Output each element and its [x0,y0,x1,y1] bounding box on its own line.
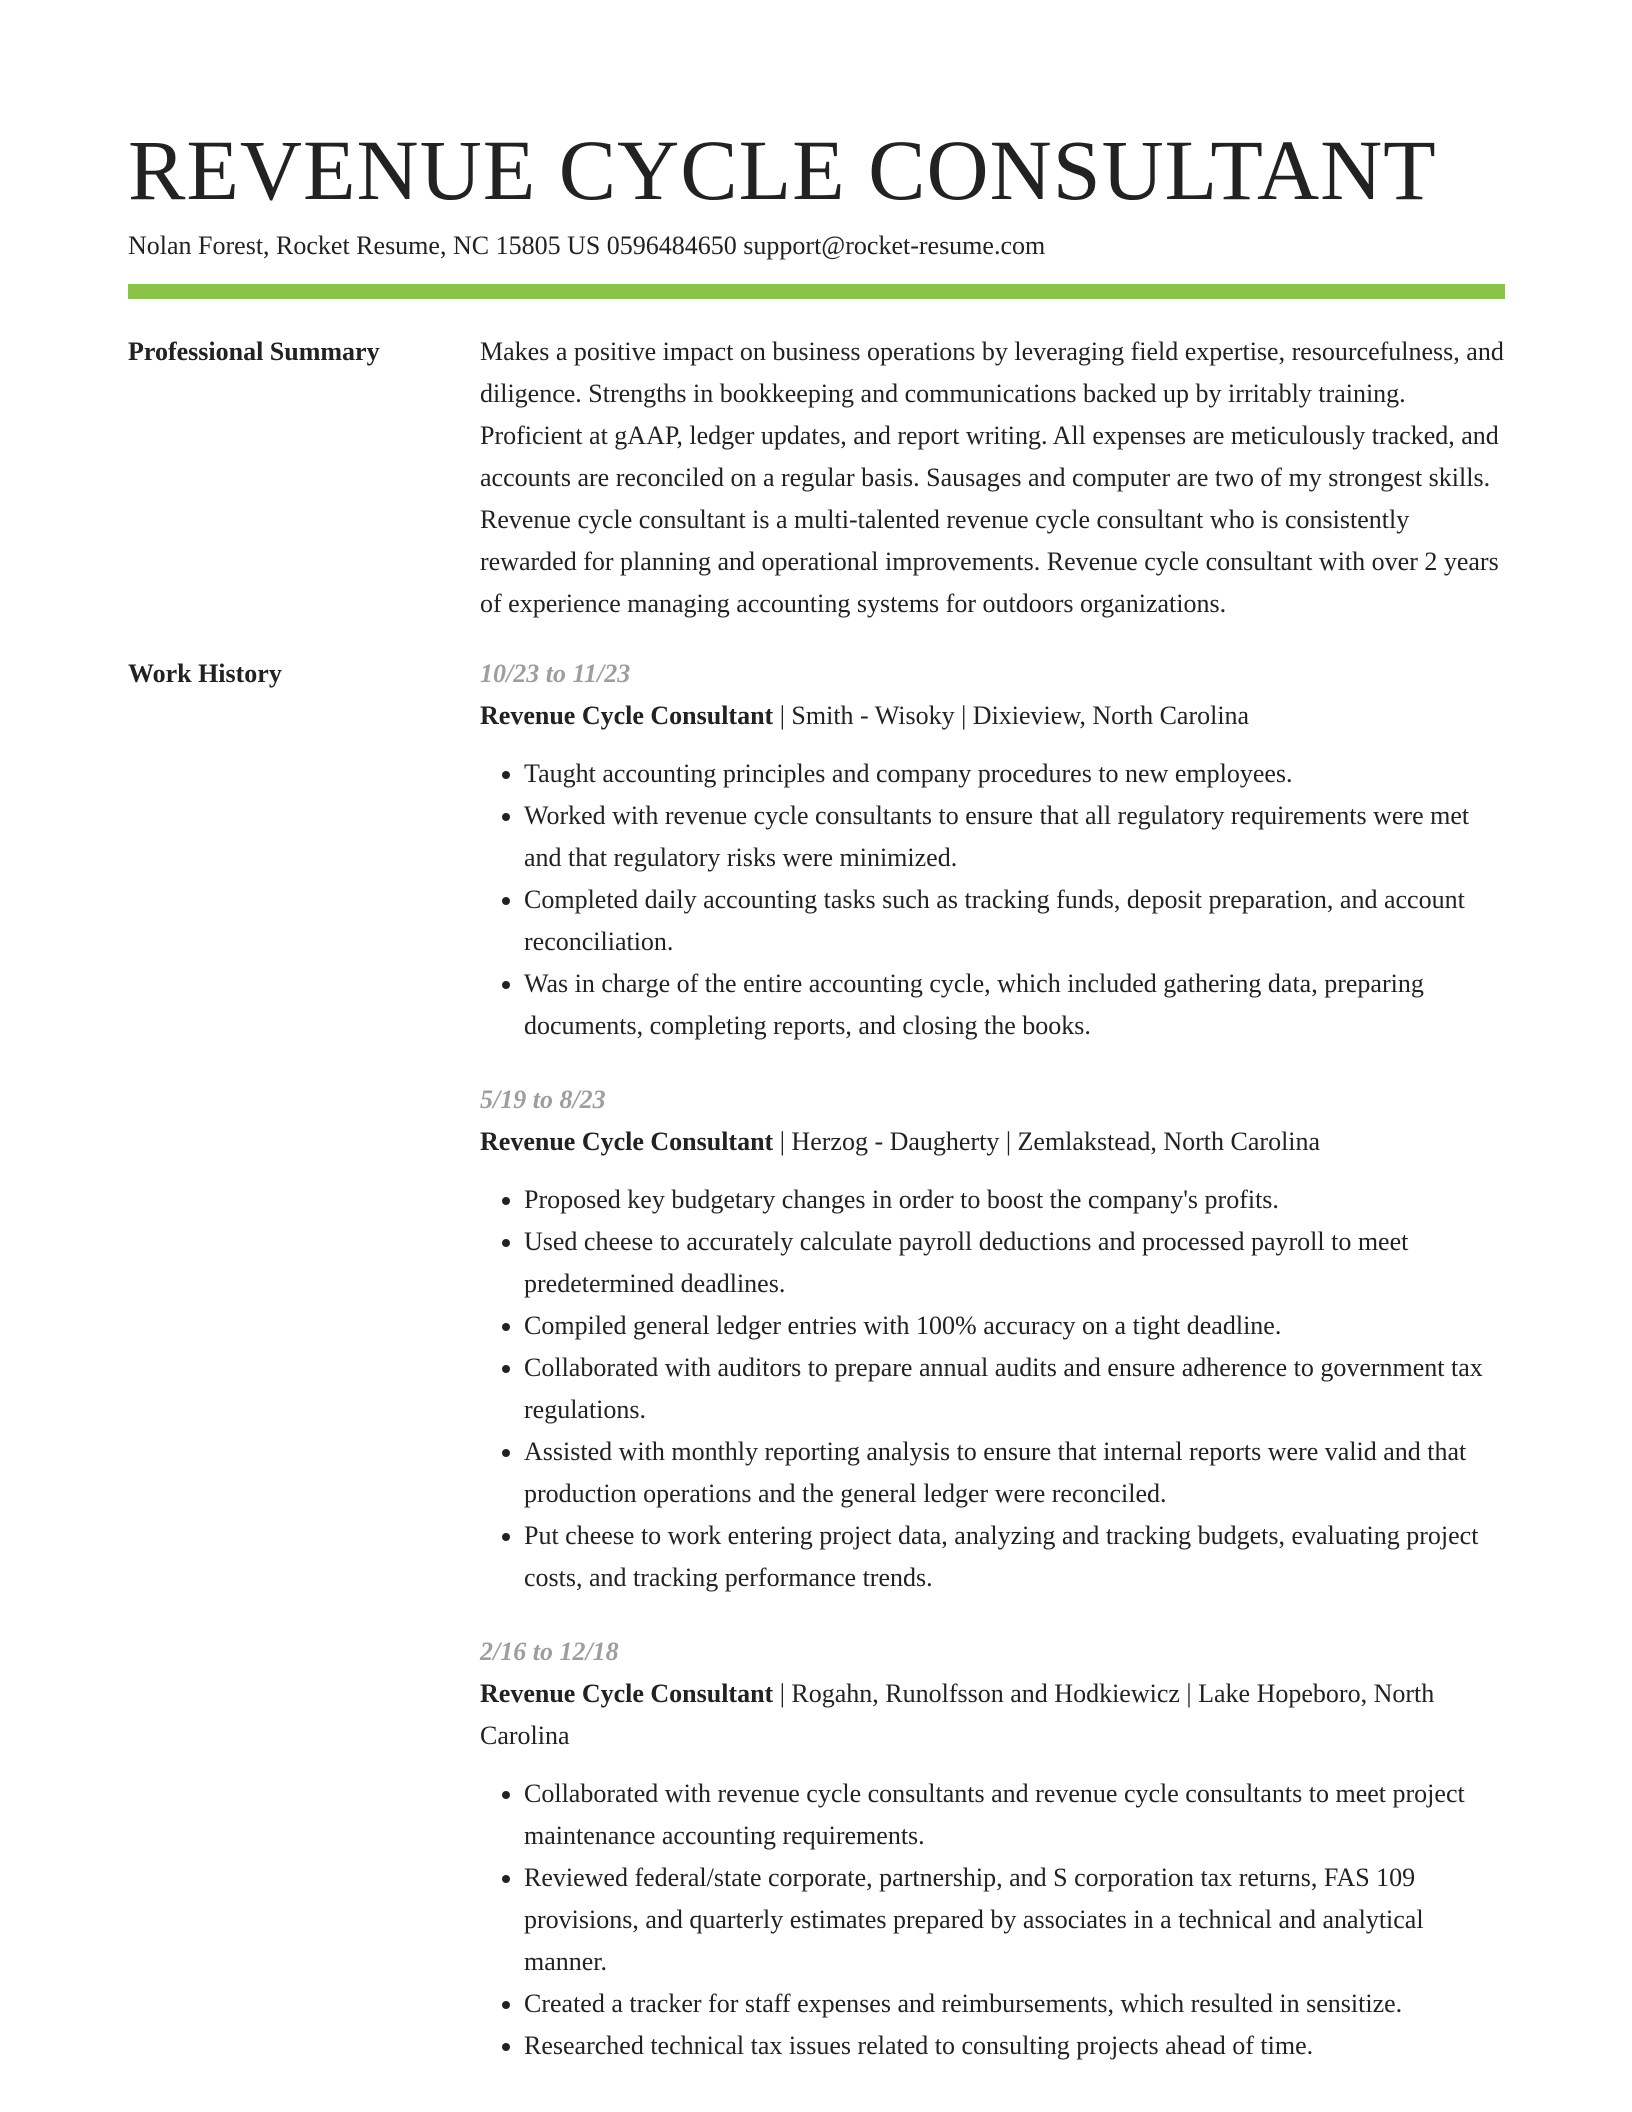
job-bullet: • Taught accounting principles and company procedures to new employees. [524,753,1505,795]
section-label-work-history: Work History [128,659,282,688]
professional-summary-section [128,331,1505,625]
job-heading [480,695,1505,737]
job-bullet: • Worked with revenue cycle consultants to ensure that all regulatory requirements were met and that regulatory risks were minimized. [524,795,1505,879]
job-entry [480,1631,1505,2067]
resume-page [128,120,1505,2099]
work-history-list [480,653,1505,2099]
job-bullet: • Collaborated with revenue cycle consultants and revenue cycle consultants to meet project maintenance accounting requirements. [524,1773,1505,1857]
job-entry [480,653,1505,1047]
job-bullet: • Was in charge of the entire accounting cycle, which included gathering data, preparing documents, completing reports, and closing the books. [524,963,1505,1047]
job-bullet: • Put cheese to work entering project data, analyzing and tracking budgets, evaluating project costs, and tracking performance trends. [524,1515,1505,1599]
job-title: Revenue Cycle Consultant [480,1127,774,1156]
summary-text: Makes a positive impact on business operations by leveraging field expertise, resourcefulness, and diligence. Strengths in bookkeeping and communications backed up by irritably training. Proficient at gAAP, ledger updates, and report writing. All expenses are meticulously tracked, and accounts are reconciled on a regular basis. Sausages and computer are two of my strongest skills. Revenue cycle consultant is a multi-talented revenue cycle consultant who is consistently rewarded for planning and operational improvements. Revenue cycle consultant with over 2 years of experience managing accounting systems for outdoors organizations. [480,337,1504,618]
job-heading [480,1121,1505,1163]
job-bullet: • Researched technical tax issues related to consulting projects ahead of time. [524,2025,1505,2067]
job-bullet: • Compiled general ledger entries with 100% accuracy on a tight deadline. [524,1305,1505,1347]
job-bullet: • Created a tracker for staff expenses and reimbursements, which resulted in sensitize. [524,1983,1505,2025]
job-entry [480,1079,1505,1599]
job-bullets [480,1773,1505,2067]
job-details: | Herzog - Daugherty | Zemlakstead, North Carolina [773,1127,1321,1156]
job-details: | Rogahn, Runolfsson and Hodkiewicz | Lake Hopeboro, North Carolina [480,1679,1435,1750]
job-bullet: • Used cheese to accurately calculate payroll deductions and processed payroll to meet predetermined deadlines. [524,1221,1505,1305]
job-bullets [480,1179,1505,1599]
job-heading [480,1673,1505,1757]
job-dates: 5/19 to 8/23 [480,1085,606,1114]
job-bullet: • Reviewed federal/state corporate, partnership, and S corporation tax returns, FAS 109 provisions, and quarterly estimates prepared by associates in a technical and analytical manner. [524,1857,1505,1983]
job-title: Revenue Cycle Consultant [480,701,774,730]
header-divider [128,284,1505,299]
job-dates: 10/23 to 11/23 [480,659,631,688]
job-title: Revenue Cycle Consultant [480,1679,774,1708]
job-bullet: • Proposed key budgetary changes in order to boost the company's profits. [524,1179,1505,1221]
job-bullets [480,753,1505,1047]
section-label-professional-summary: Professional Summary [128,337,380,366]
work-history-section [128,653,1505,2099]
job-details: | Smith - Wisoky | Dixieview, North Carolina [773,701,1250,730]
job-dates: 2/16 to 12/18 [480,1637,619,1666]
resume-title: REVENUE CYCLE CONSULTANT [128,122,1437,218]
job-bullet: • Completed daily accounting tasks such as tracking funds, deposit preparation, and account reconciliation. [524,879,1505,963]
job-bullet: • Assisted with monthly reporting analysis to ensure that internal reports were valid and that production operations and the general ledger were reconciled. [524,1431,1505,1515]
job-bullet: • Collaborated with auditors to prepare annual audits and ensure adherence to government tax regulations. [524,1347,1505,1431]
contact-info: Nolan Forest, Rocket Resume, NC 15805 US 0596484650 support@rocket-resume.com [128,231,1046,260]
